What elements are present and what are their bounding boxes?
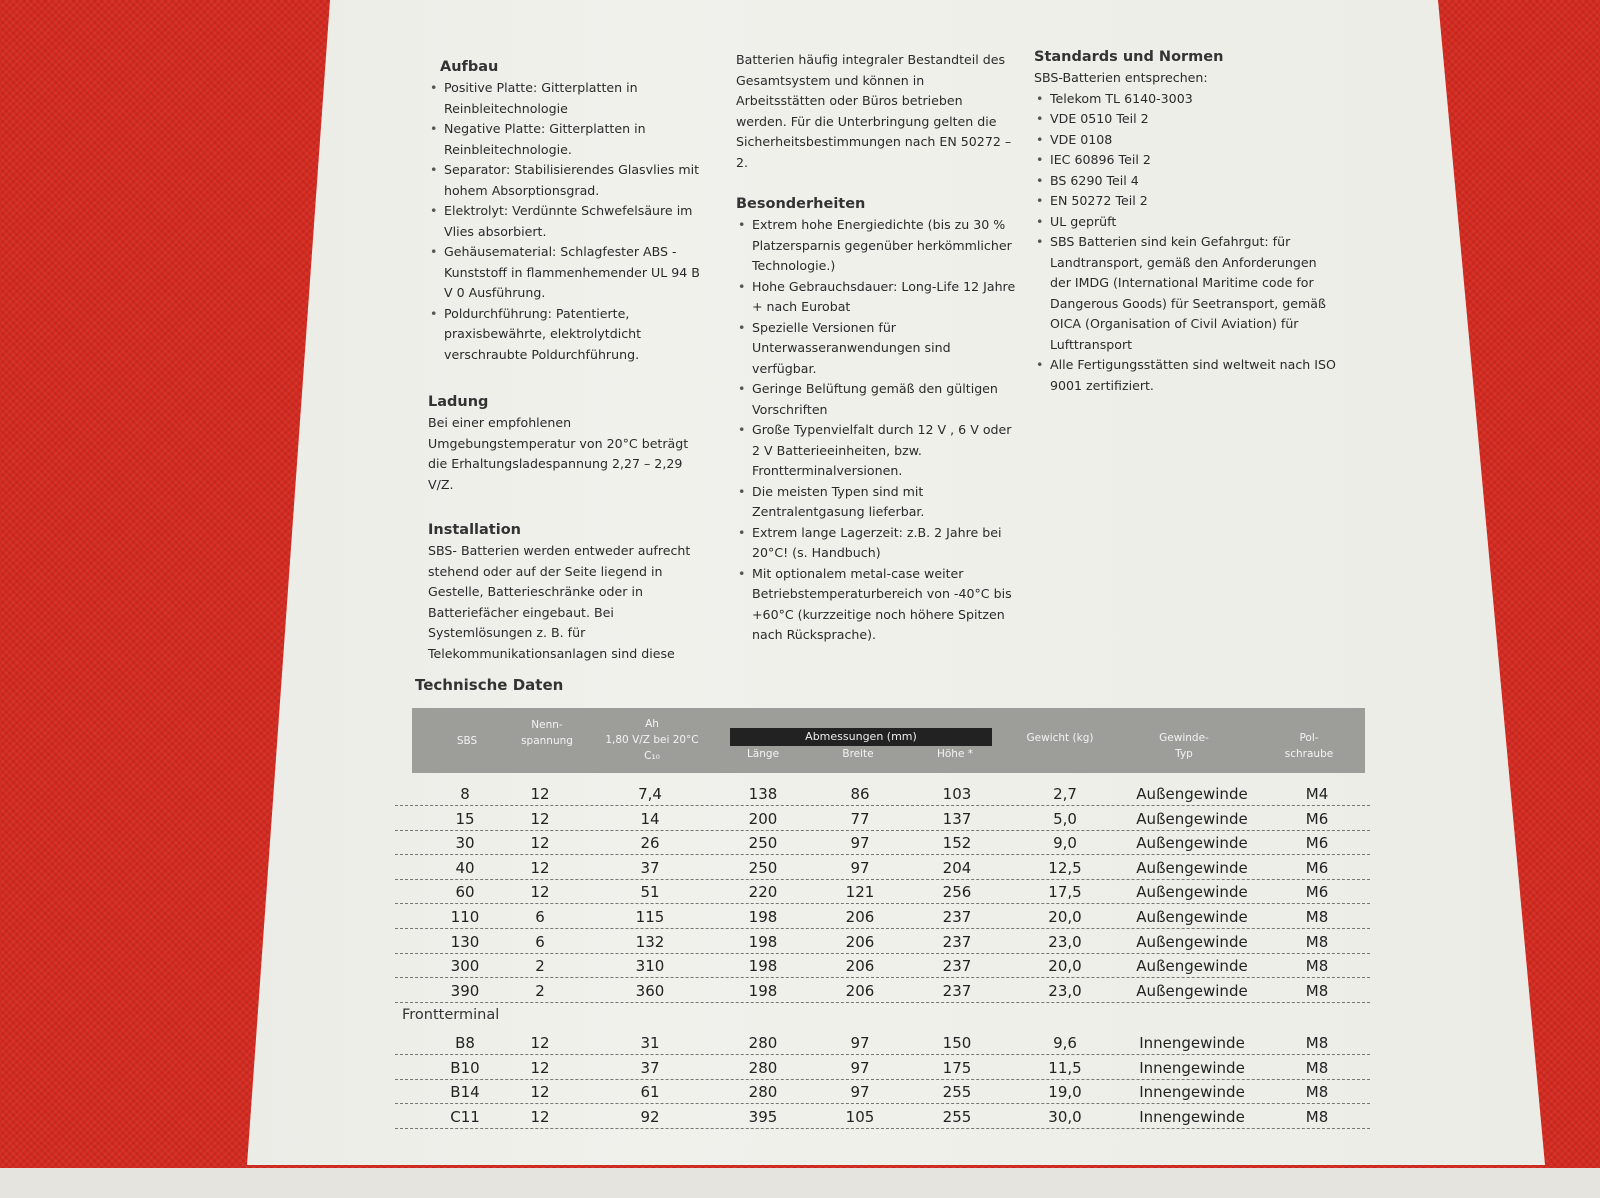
table-cell: 37	[640, 1058, 660, 1077]
table-cell: 12,5	[1048, 858, 1082, 877]
ladung-text: Bei einer empfohlenen Umgebungstemperatur von 20°C beträgt die Erhaltungsladespannung 2,27 – 2,29 V/Z.	[428, 415, 689, 492]
header-ah-condition: 1,80 V/Z bei 20°C	[605, 734, 699, 746]
column-right	[1034, 46, 1339, 396]
table-cell: 206	[845, 908, 875, 926]
table-cell: 20,0	[1048, 908, 1082, 926]
group-label-frontterminal: Frontterminal	[402, 1007, 500, 1023]
heading-installation: Installation	[428, 522, 521, 538]
table-cell: 61	[640, 1083, 660, 1102]
table-cell: 12	[530, 809, 550, 828]
table-cell: Außengewinde	[1136, 981, 1248, 1000]
table-cell: 77	[850, 809, 870, 828]
table-cell: M8	[1305, 1083, 1329, 1102]
table-row	[395, 1104, 1370, 1129]
table-cell: 206	[845, 932, 875, 951]
section-installation	[428, 519, 710, 664]
table-cell: 237	[942, 908, 972, 926]
installation-text-part1: SBS- Batterien werden entweder aufrecht stehend oder auf der Seite liegend in Gestelle, Batterieschränke oder in Batteriefächer eingebaut. Bei Systemlösungen z. B. für Telekommunikationsanlagen sind diese	[428, 543, 691, 661]
table-cell: 97	[850, 858, 870, 877]
table-cell: 12	[530, 834, 550, 853]
table-cell: 2	[535, 981, 545, 1000]
list-item: • Extrem hohe Energiedichte (bis zu 30 % Platzersparnis gegenüber herkömmlicher Technologie.)	[736, 215, 1016, 277]
header-gewinde: Gewinde-	[1159, 732, 1209, 744]
besonderheiten-list	[736, 215, 1016, 646]
table-cell: 198	[748, 908, 778, 926]
table-cell: 395	[748, 1107, 778, 1126]
table-cell: 9,6	[1053, 1034, 1077, 1052]
table-cell: M6	[1305, 858, 1329, 877]
table-cell: 137	[942, 809, 972, 828]
list-item: • EN 50272 Teil 2	[1034, 191, 1339, 212]
table-cell: 97	[850, 834, 870, 853]
table-cell: Außengewinde	[1136, 957, 1248, 976]
table-cell: B14	[450, 1083, 480, 1102]
table-cell: 198	[748, 932, 778, 951]
table-cell: M8	[1305, 1107, 1329, 1126]
table-cell: 5,0	[1053, 809, 1077, 828]
table-cell: 20,0	[1048, 957, 1082, 976]
table-cell: M6	[1305, 834, 1329, 853]
table-cell: 198	[748, 981, 778, 1000]
list-item: • Poldurchführung: Patentierte, praxisbewährte, elektrolytdicht verschraubte Poldurchführung.	[428, 304, 710, 366]
table-cell: 255	[942, 1083, 972, 1102]
table-cell: 237	[942, 932, 972, 951]
table-cell: 130	[450, 932, 480, 951]
table-cell: 7,4	[638, 785, 662, 803]
table-cell: 12	[530, 1083, 550, 1102]
table-cell: 204	[942, 858, 972, 877]
list-item: • VDE 0108	[1034, 130, 1339, 151]
list-item: • Große Typenvielfalt durch 12 V , 6 V oder 2 V Batterieeinheiten, bzw. Frontterminalversionen.	[736, 420, 1016, 482]
table-cell: 97	[850, 1058, 870, 1077]
list-item: • VDE 0510 Teil 2	[1034, 109, 1339, 130]
table-cell: 97	[850, 1083, 870, 1102]
table-cell: 360	[635, 981, 665, 1000]
table-cell: 12	[530, 785, 550, 803]
column-middle	[736, 50, 1016, 664]
table-cell: 310	[635, 957, 665, 976]
list-item: • Negative Platte: Gitterplatten in Reinbleitechnologie.	[428, 119, 710, 160]
table-cell: 280	[748, 1058, 778, 1077]
table-header	[412, 708, 1365, 773]
list-item: • Separator: Stabilisierendes Glasvlies mit hohem Absorptionsgrad.	[428, 160, 710, 201]
table-cell: 390	[450, 981, 480, 1000]
header-typ: Typ	[1175, 748, 1193, 760]
table-cell: 19,0	[1048, 1083, 1082, 1102]
list-item: • Telekom TL 6140-3003	[1034, 89, 1339, 110]
table-cell: M8	[1305, 932, 1329, 951]
table-cell: 121	[845, 883, 875, 902]
table-cell: 12	[530, 1107, 550, 1126]
table-cell: 2,7	[1053, 785, 1077, 803]
list-item: • Die meisten Typen sind mit Zentralentgasung lieferbar.	[736, 482, 1016, 523]
standards-intro: SBS-Batterien entsprechen:	[1034, 70, 1208, 85]
list-item: • Mit optionalem metal-case weiter Betriebstemperaturbereich von -40°C bis +60°C (kurzzeitige noch höhere Spitzen nach Rücksprache).	[736, 564, 1016, 646]
table-cell: 300	[450, 957, 480, 976]
table-cell: 138	[748, 785, 778, 803]
table-cell: Außengewinde	[1136, 883, 1248, 902]
list-item: • Elektrolyt: Verdünnte Schwefelsäure im Vlies absorbiert.	[428, 201, 710, 242]
table-cell: 132	[635, 932, 665, 951]
table-cell: 26	[640, 834, 660, 853]
list-item: • Gehäusematerial: Schlagfester ABS - Kunststoff in flammenhemender UL 94 B V 0 Ausführung.	[428, 242, 710, 304]
table-cell: 175	[942, 1058, 972, 1077]
table-cell: 110	[450, 908, 480, 926]
list-item: • Extrem lange Lagerzeit: z.B. 2 Jahre bei 20°C! (s. Handbuch)	[736, 523, 1016, 564]
table-cell: 17,5	[1048, 883, 1082, 902]
section-aufbau	[428, 56, 710, 365]
table-cell: 237	[942, 957, 972, 976]
table-cell: C11	[450, 1107, 480, 1126]
header-abmessungen: Abmessungen (mm)	[730, 728, 992, 746]
table-row	[395, 904, 1370, 929]
table-row	[395, 855, 1370, 880]
heading-standards: Standards und Normen	[1034, 49, 1224, 65]
table-cell: 51	[640, 883, 660, 902]
table-cell: 6	[535, 932, 545, 951]
table-cell: 150	[942, 1034, 972, 1052]
table-cell: 280	[748, 1034, 778, 1052]
table-cell: Außengewinde	[1136, 932, 1248, 951]
table-cell: B10	[450, 1058, 480, 1077]
header-pol: Pol-	[1299, 732, 1319, 744]
header-spannung: spannung	[521, 735, 573, 747]
header-hoehe: Höhe *	[936, 748, 974, 760]
list-item: • SBS Batterien sind kein Gefahrgut: für Landtransport, gemäß den Anforderungen der IMDG (International Maritime code for Dangerous Goods) für Seetransport, gemäß OICA (Organisation of Civil Aviation) für Lufttransport	[1034, 232, 1339, 355]
section-besonderheiten	[736, 193, 1016, 646]
table-cell: 105	[845, 1107, 875, 1126]
table-cell: 12	[530, 858, 550, 877]
table-row	[395, 929, 1370, 954]
header-laenge: Länge	[746, 748, 780, 760]
table-row	[395, 879, 1370, 904]
table-cell: 280	[748, 1083, 778, 1102]
heading-ladung: Ladung	[428, 394, 489, 410]
table-cell: 92	[640, 1107, 660, 1126]
table-cell: Außengewinde	[1136, 809, 1248, 828]
header-nenn: Nenn-	[531, 719, 563, 731]
table-cell: 200	[748, 809, 778, 828]
table-row	[395, 830, 1370, 855]
table-cell: 152	[942, 834, 972, 853]
table-cell: 237	[942, 981, 972, 1000]
table-cell: 11,5	[1048, 1058, 1082, 1077]
table-cell: 103	[942, 785, 972, 803]
header-schraube: schraube	[1284, 748, 1334, 760]
header-ah: Ah	[645, 718, 659, 730]
table-cell: 250	[748, 858, 778, 877]
table-cell: 255	[942, 1107, 972, 1126]
heading-aufbau: Aufbau	[440, 59, 499, 75]
table-cell: 30,0	[1048, 1107, 1082, 1126]
header-breite: Breite	[842, 748, 874, 760]
section-ladung	[428, 391, 710, 495]
table-cell: 206	[845, 981, 875, 1000]
table-cell: 220	[748, 883, 778, 902]
table-cell: 12	[530, 883, 550, 902]
aufbau-list	[428, 78, 710, 365]
table-cell: 115	[635, 908, 665, 926]
table-row	[395, 1079, 1370, 1104]
table-row	[395, 1030, 1370, 1055]
table-cell: 40	[455, 858, 475, 877]
table-row	[395, 953, 1370, 978]
table-cell: 23,0	[1048, 981, 1082, 1000]
table-cell: 97	[850, 1034, 870, 1052]
list-item: • IEC 60896 Teil 2	[1034, 150, 1339, 171]
table-cell: Innengewinde	[1139, 1034, 1245, 1052]
table-row	[395, 806, 1370, 831]
list-item: • Spezielle Versionen für Unterwasseranwendungen sind verfügbar.	[736, 318, 1016, 380]
table-cell: Außengewinde	[1136, 858, 1248, 877]
standards-list	[1034, 89, 1339, 397]
table-cell: 15	[455, 809, 475, 828]
table-cell: Innengewinde	[1139, 1107, 1245, 1126]
table-row	[395, 781, 1370, 806]
table-cell: 8	[460, 785, 470, 803]
table-cell: M6	[1305, 809, 1329, 828]
table-cell: B8	[455, 1034, 475, 1052]
column-left	[428, 56, 710, 682]
table-cell: 31	[640, 1034, 660, 1052]
table-cell: 198	[748, 957, 778, 976]
table-cell: 250	[748, 834, 778, 853]
table-cell: 12	[530, 1034, 550, 1052]
list-item: • BS 6290 Teil 4	[1034, 171, 1339, 192]
table-cell: M8	[1305, 981, 1329, 1000]
table-row	[395, 1055, 1370, 1080]
table-cell: M8	[1305, 1034, 1329, 1052]
list-item: • Hohe Gebrauchsdauer: Long-Life 12 Jahre + nach Eurobat	[736, 277, 1016, 318]
table-cell: 60	[455, 883, 475, 902]
header-sbs: SBS	[456, 735, 478, 747]
table-cell: M8	[1305, 1058, 1329, 1077]
list-item: • Alle Fertigungsstätten sind weltweit nach ISO 9001 zertifiziert.	[1034, 355, 1339, 396]
installation-text-part2: Batterien häufig integraler Bestandteil des Gesamtsystem und können in Arbeitsstätten oder Büros betrieben werden. Für die Unterbringung gelten die Sicherheitsbestimmungen nach EN 50272 – 2.	[736, 52, 1012, 170]
table-cell: Außengewinde	[1136, 785, 1248, 803]
paper-edge-strip	[0, 1168, 1600, 1198]
table-cell: 23,0	[1048, 932, 1082, 951]
table-cell: 86	[850, 785, 870, 803]
heading-besonderheiten: Besonderheiten	[736, 196, 866, 212]
table-cell: Innengewinde	[1139, 1083, 1245, 1102]
table-cell: 37	[640, 858, 660, 877]
table-cell: M4	[1305, 785, 1329, 803]
table-title: Technische Daten	[415, 676, 564, 694]
table-cell: 9,0	[1053, 834, 1077, 853]
table-cell: 206	[845, 957, 875, 976]
header-ah-c10: C₁₀	[644, 750, 660, 762]
table-cell: Außengewinde	[1136, 834, 1248, 853]
table-cell: 12	[530, 1058, 550, 1077]
table-cell: Außengewinde	[1136, 908, 1248, 926]
table-cell: 30	[455, 834, 475, 853]
table-cell: 14	[640, 809, 660, 828]
table-cell: 2	[535, 957, 545, 976]
list-item: • Positive Platte: Gitterplatten in Reinbleitechnologie	[428, 78, 710, 119]
table-cell: 6	[535, 908, 545, 926]
header-gewicht: Gewicht (kg)	[1026, 732, 1094, 744]
list-item: • Geringe Belüftung gemäß den gültigen Vorschriften	[736, 379, 1016, 420]
table-cell: M6	[1305, 883, 1329, 902]
list-item: • UL geprüft	[1034, 212, 1339, 233]
table-cell: Innengewinde	[1139, 1058, 1245, 1077]
table-row	[395, 978, 1370, 1003]
table-cell: M8	[1305, 908, 1329, 926]
table-cell: M8	[1305, 957, 1329, 976]
table-cell: 256	[942, 883, 972, 902]
